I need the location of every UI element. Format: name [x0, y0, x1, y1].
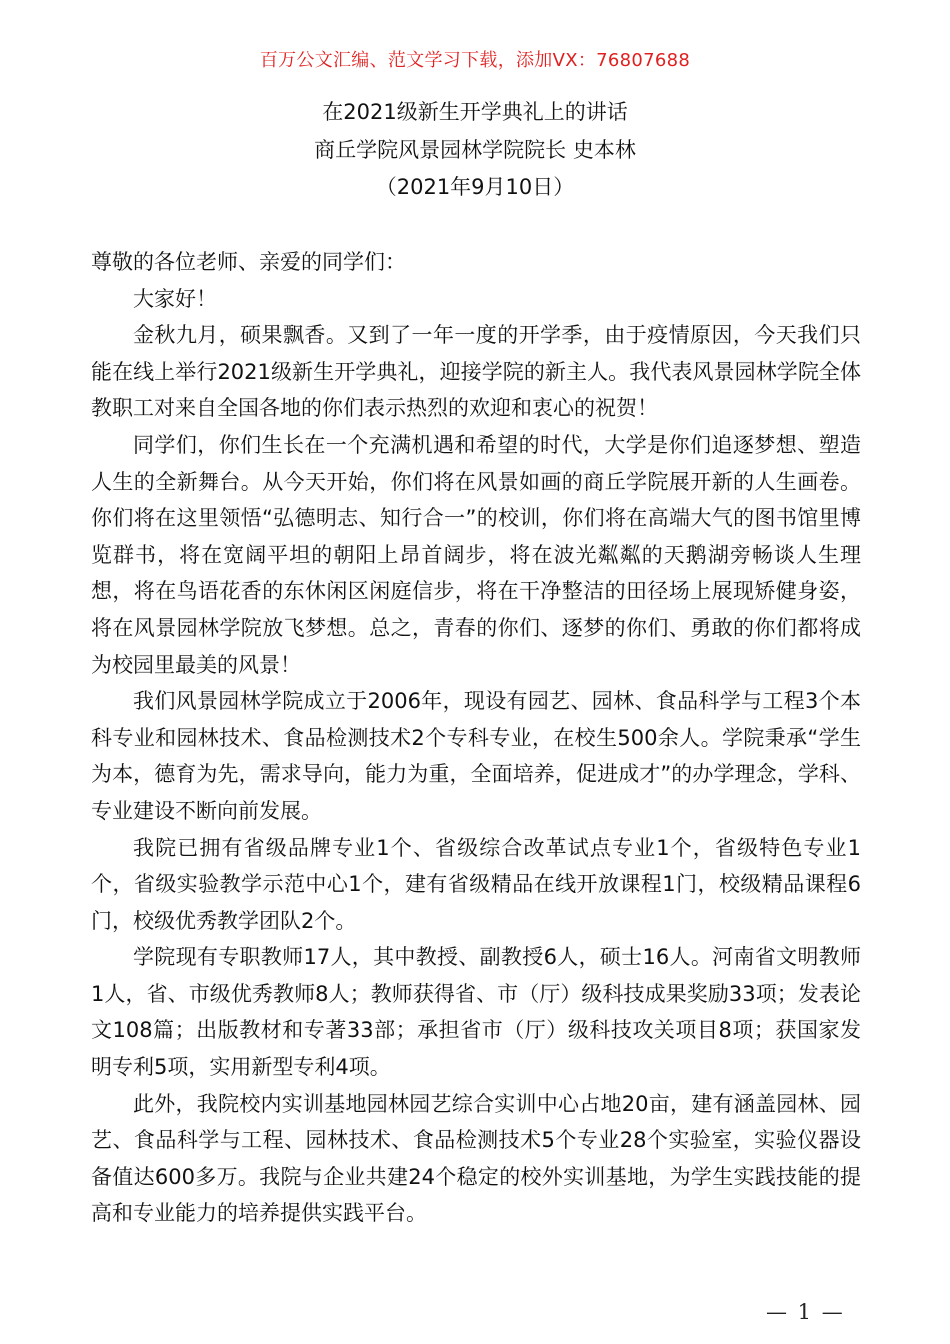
- salutation: 尊敬的各位老师、亲爱的同学们：: [91, 250, 406, 274]
- speech-date: （2021年9月10日）: [375, 175, 575, 199]
- speech-title: 在2021级新生开学典礼上的讲话: [322, 100, 628, 124]
- paragraph-faculty: 学院现有专职教师17人，其中教授、副教授6人，硕士16人。河南省文明教师1人，省、市级优秀教师8人；教师获得省、市（厅）级科技成果奖励33项；发表论文108篇；出版教材和专著33部；承担省市（厅）级科技攻关项目8项；获国家发明专利5项，实用新型专利4项。: [91, 945, 861, 1080]
- paragraph-college-intro: 我们风景园林学院成立于2006年，现设有园艺、园林、食品科学与工程3个本科专业和园林技术、食品检测技术2个专科专业，在校生500余人。学院秉承“学生为本，德育为先，需求导向，能力为重，全面培养，促进成才”的办学理念，学科、专业建设不断向前发展。: [91, 689, 861, 823]
- speech-body: [91, 244, 861, 1232]
- speaker-line: 商丘学院风景园林学院院长 史本林: [314, 138, 636, 162]
- page-number: — 1 —: [766, 1300, 845, 1324]
- watermark-banner: 百万公文汇编、范文学习下载，添加VX：76807688: [259, 50, 691, 71]
- paragraph-achievements: 我院已拥有省级品牌专业1个、省级综合改革试点专业1个，省级特色专业1个，省级实验教学示范中心1个，建有省级精品在线开放课程1门，校级精品课程6门，校级优秀教学团队2个。: [91, 835, 861, 933]
- paragraph-facilities: 此外，我院校内实训基地园林园艺综合实训中心占地20亩，建有涵盖园林、园艺、食品科学与工程、园林技术、食品检测技术5个专业28个实验室，实验仪器设备值达600多万。我院与企业共建24个稳定的校外实训基地，为学生实践技能的提高和专业能力的培养提供实践平台。: [91, 1091, 861, 1226]
- paragraph-opening: 金秋九月，硕果飘香。又到了一年一度的开学季，由于疫情原因，今天我们只能在线上举行2021级新生开学典礼，迎接学院的新主人。我代表风景园林学院全体教职工对来自全国各地的你们表示热烈的欢迎和衷心的祝贺！: [91, 323, 861, 421]
- paragraph-students: 同学们，你们生长在一个充满机遇和希望的时代，大学是你们追逐梦想、塑造人生的全新舞台。从今天开始，你们将在风景如画的商丘学院展开新的人生画卷。你们将在这里领悟“弘德明志、知行合一”的校训，你们将在高端大气的图书馆里博览群书，将在宽阔平坦的朝阳上昂首阔步，将在波光粼粼的天鹅湖旁畅谈人生理想，将在鸟语花香的东休闲区闲庭信步，将在干净整洁的田径场上展现矫健身姿，将在风景园林学院放飞梦想。总之，青春的你们、逐梦的你们、勇敢的你们都将成为校园里最美的风景！: [91, 432, 861, 677]
- paragraph-greeting: 大家好！: [133, 286, 217, 311]
